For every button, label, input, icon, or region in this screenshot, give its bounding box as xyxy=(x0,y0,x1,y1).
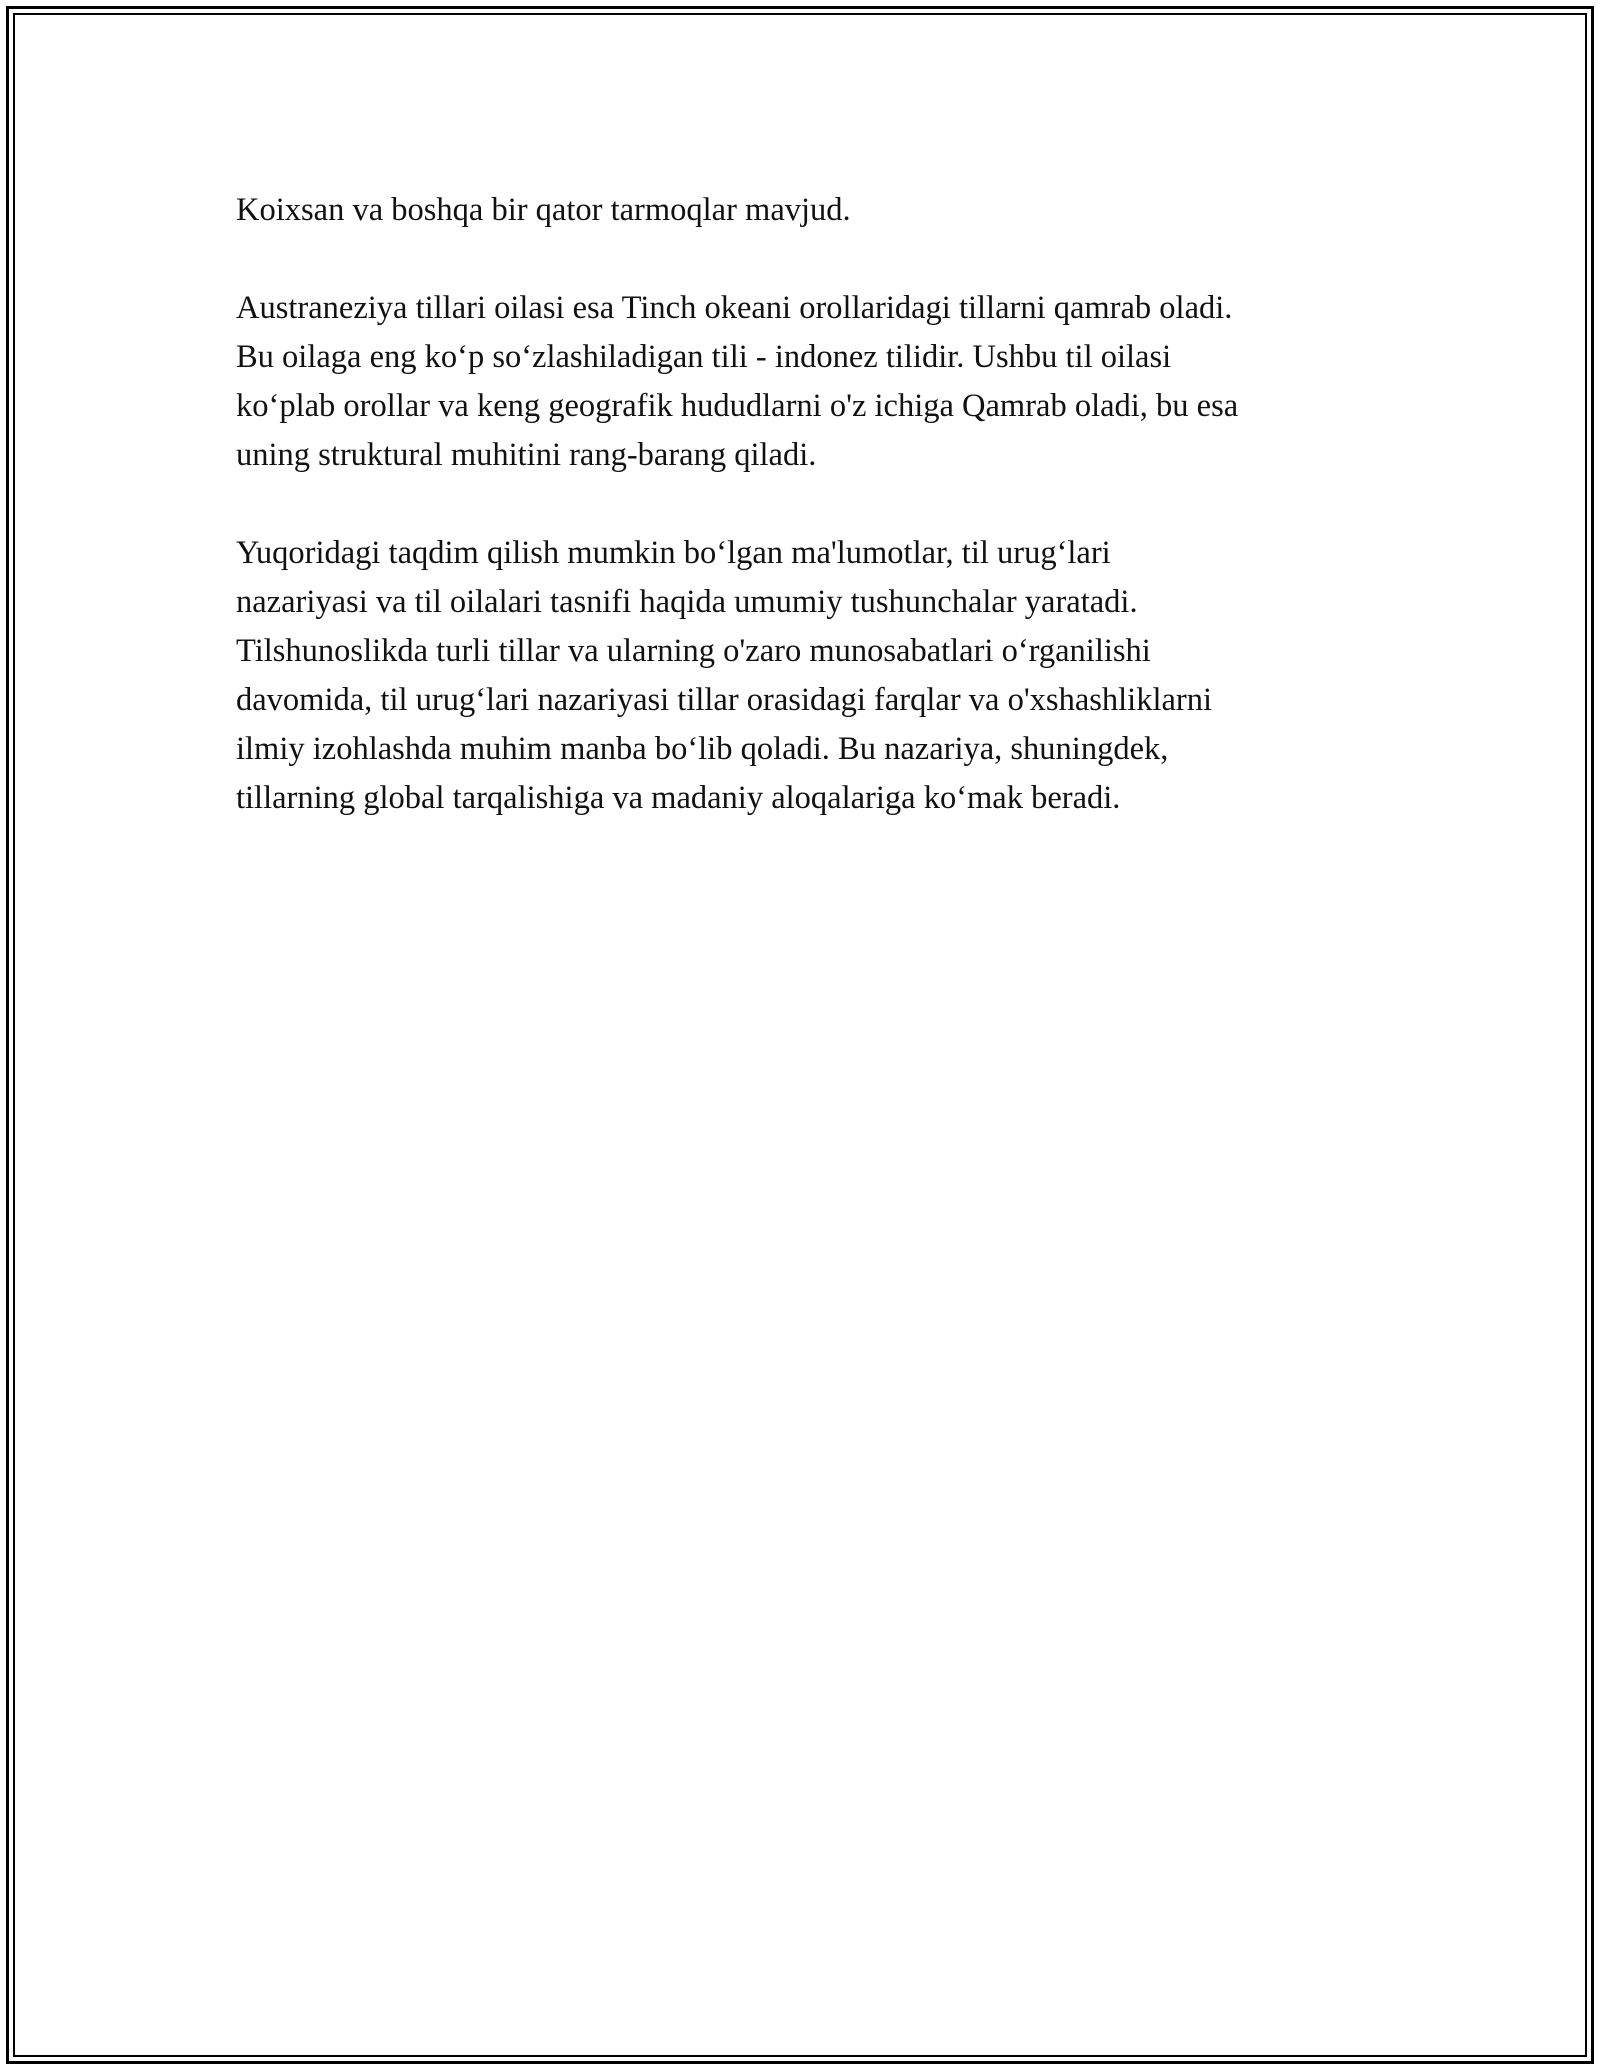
paragraph-3: Yuqoridagi taqdim qilish mumkin bo‘lgan ma'lumotlar, til urug‘lari nazariyasi va til oilalari tasnifi haqida umumiy tushunchalar yaratadi. Tilshunoslikda turli tillar va ularning o'zaro munosabatlari o‘rganilishi davomida, til urug‘lari nazariyasi tillar orasidagi farqlar va o'xshashliklarni ilmiy izohlashda muhim manba bo‘lib qoladi. Bu nazariya, shuningdek, tillarning global tarqalishiga va madaniy aloqalariga ko‘mak beradi. xyxy=(236,535,1213,816)
document-body xyxy=(236,186,1386,872)
paragraph-2: Austraneziya tillari oilasi esa Tinch okeani orollaridagi tillarni qamrab oladi. Bu oilaga eng ko‘p so‘zlashiladigan tili - indonez tilidir. Ushbu til oilasi ko‘plab orollar va keng geografik hududlarni o'z ichiga Qamrab oladi, bu esa uning struktural muhitini rang-barang qiladi. xyxy=(236,290,1239,473)
paragraph-1: Koixsan va boshqa bir qator tarmoqlar mavjud. xyxy=(236,192,851,228)
